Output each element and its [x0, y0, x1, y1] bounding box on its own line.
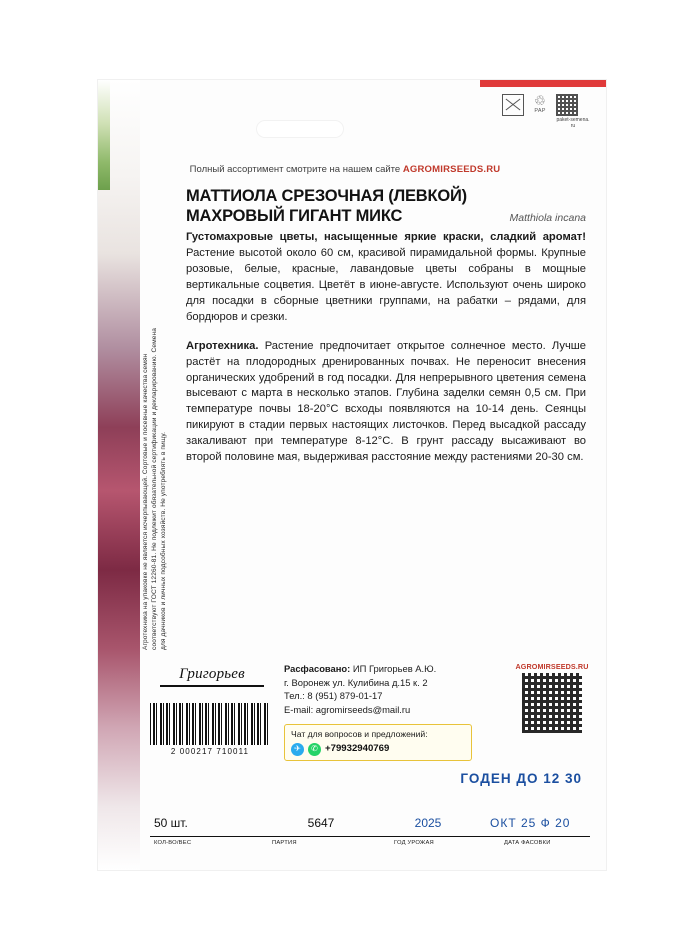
agrotechnics-body: Растение предпочитает открытое солнечное место. Лучше растёт на плодородных дренированных почвах. Не переносит внесения органических удобрений в год посадки. Для непрерывного цветения семена высевают с марта в несколько этапов. Глубина заделки семян 0,5 см. При температуре почвы 18-20°C всходы появляются на 10-14 день. Сеянцы пикируют в стадии первых настоящих листочков. Перед высадкой рассаду закаливают при температуре 8-12°C. В грунт рассаду высаживают во второй половине мая, выдерживая расстояние между растениями 20-30 см. — [186, 339, 586, 464]
footer-year-label: ГОД УРОЖАЯ — [394, 840, 434, 846]
bottom-info — [150, 662, 590, 786]
red-accent-bar — [480, 80, 606, 87]
description-paragraph — [186, 230, 586, 325]
recycle-icon — [529, 94, 551, 114]
recycle-glyph: ♲ — [534, 93, 546, 108]
footer-labels-row — [150, 837, 590, 846]
brand-column — [150, 662, 274, 756]
title-line-1: МАТТИОЛА СРЕЗОЧНАЯ (ЛЕВКОЙ) — [186, 187, 467, 205]
legal-vertical-text: Агротехника на упаковке не является исчерпывающей. Сортовые и посевные качества семян соответствуют ГОСТ 12260-81. Не подлежит обязательной сертификации и декларированию. Семена для дачников и личных подсобных хозяйств. Не употреблять в пищу. — [142, 327, 167, 650]
footer-values-row — [150, 816, 590, 836]
paket-semena-site: paket-semena.ru — [556, 117, 590, 129]
chat-title: Чат для вопросов и предложений: — [291, 728, 428, 739]
footer-date-value: ОКТ 25 Ф 20 — [490, 816, 571, 830]
footer-year-value: 2025 — [414, 816, 442, 830]
qr-code-icon — [522, 673, 582, 733]
whatsapp-icon: ✆ — [308, 743, 321, 756]
description-highlight: Густомахровые цветы, насыщенные яркие краски, сладкий аромат! — [186, 231, 586, 244]
do-not-litter-icon — [502, 94, 524, 116]
qr-code-icon — [556, 94, 578, 116]
site-promo-line — [98, 164, 592, 175]
site-promo-text: Полный ассортимент смотрите на нашем сайте — [189, 164, 403, 175]
company-email: E-mail: agromirseeds@mail.ru — [284, 704, 411, 716]
barcode-icon — [150, 703, 268, 745]
qr-site-label: AGROMIRSEEDS.RU — [515, 662, 589, 672]
packaging-marks — [502, 94, 590, 129]
agrotechnics-heading: Агротехника. — [186, 339, 259, 352]
description-body: Растение высотой около 60 см, красивой пирамидальной формы. Крупные розовые, белые, красные, лавандовые цветы собраны в мощные вертикальные соцветия. Цветёт в июне-августе. Используют очень широко для посадки в сборные цветники группами, на рабатки – рядами, для бордюров и срезки. — [186, 247, 586, 323]
title-line-2: МАХРОВЫЙ ГИГАНТ МИКС — [186, 207, 403, 226]
bottom-row — [150, 662, 590, 761]
chat-phone: +79932940769 — [325, 743, 390, 755]
packed-company: ИП Григорьев А.Ю. — [350, 663, 437, 675]
brand-logo-underline — [160, 685, 264, 687]
contact-column — [274, 662, 508, 761]
best-before-date: ГОДЕН ДО 12 30 — [460, 771, 582, 786]
chat-row — [291, 742, 465, 756]
qr-small-wrap — [556, 94, 590, 129]
agrotechnics-paragraph — [186, 339, 586, 466]
packed-label: Расфасовано: — [284, 663, 351, 675]
chat-box — [284, 724, 472, 761]
company-phone: Тел.: 8 (951) 879-01-17 — [284, 690, 383, 702]
footer-lot-value: 5647 — [307, 816, 335, 830]
flower-photo-strip — [98, 80, 140, 870]
recycle-label: PAP — [534, 108, 546, 114]
latin-name: Matthiola incana — [509, 212, 586, 225]
site-promo-brand: AGROMIRSEEDS.RU — [402, 164, 501, 175]
packed-by-line — [284, 662, 508, 676]
company-address: г. Воронеж ул. Кулибина д.15 к. 2 — [284, 676, 428, 688]
barcode-number: 2 000217 710011 — [170, 746, 250, 756]
main-content — [186, 186, 586, 466]
footer-lot-label: ПАРТИЯ — [272, 840, 297, 846]
footer-quantity-value: 50 шт. — [154, 816, 188, 830]
seed-packet — [98, 80, 606, 870]
footer-table — [150, 816, 590, 846]
footer-date-label: ДАТА ФАСОВКИ — [504, 840, 551, 846]
footer-quantity-label: КОЛ-ВО/ВЕС — [154, 840, 192, 846]
hang-hole — [256, 120, 344, 138]
qr-column — [508, 662, 590, 733]
brand-logo: Григорьев — [179, 666, 245, 683]
telegram-icon: ✈ — [291, 743, 304, 756]
